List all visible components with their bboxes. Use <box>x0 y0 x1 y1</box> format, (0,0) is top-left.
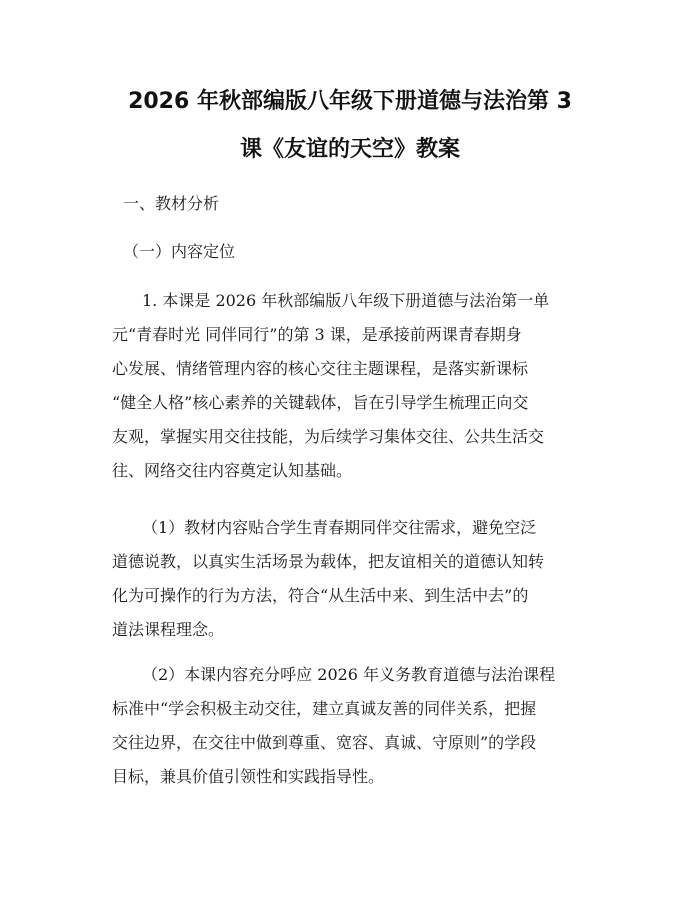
paragraph-1-line: 友观，掌握实用交往技能，为后续学习集体交往、公共生活交 <box>112 427 545 446</box>
paragraph-2-line: 道德说教，以真实生活场景为载体，把友谊相关的道德认知转 <box>112 552 545 571</box>
paragraph-1-line: 元“青春时光 同伴同行”的第 3 课，是承接前两课青春期身 <box>112 325 522 344</box>
paragraph-2 <box>112 511 588 647</box>
paragraph-3-line: （2）本课内容充分呼应 2026 年义务教育道德与法治课程 <box>142 665 556 684</box>
paragraph-1-line: 1. 本课是 2026 年秋部编版八年级下册道德与法治第一单 <box>142 291 550 310</box>
subsection-heading-content-positioning: （一）内容定位 <box>123 242 236 261</box>
paragraph-3 <box>112 658 588 794</box>
paragraph-1-line: “健全人格”核心素养的关键载体，旨在引导学生梳理正向交 <box>112 393 529 412</box>
section-heading-textbook-analysis: 一、教材分析 <box>123 194 220 213</box>
paragraph-3-line: 交往边界，在交往中做到尊重、宽容、真诚、守原则”的学段 <box>112 733 537 752</box>
paragraph-2-line: （1）教材内容贴合学生青春期同伴交往需求，避免空泛 <box>142 518 537 537</box>
document-title-line-1: 2026 年秋部编版八年级下册道德与法治第 3 <box>128 89 572 114</box>
paragraph-3-line: 标准中“学会积极主动交往，建立真诚友善的同伴关系，把握 <box>112 699 537 718</box>
paragraph-2-line: 道法课程理念。 <box>112 620 225 639</box>
paragraph-1-line: 往、网络交往内容奠定认知基础。 <box>112 461 353 480</box>
paragraph-1-line: 心发展、情绪管理内容的核心交往主题课程，是落实新课标 <box>112 359 529 378</box>
paragraph-1 <box>112 284 588 488</box>
paragraph-3-line: 目标，兼具价值引领性和实践指导性。 <box>112 767 385 786</box>
document-title-line-2: 课《友谊的天空》教案 <box>239 137 460 162</box>
paragraph-2-line: 化为可操作的行为方法，符合“从生活中来、到生活中去”的 <box>112 586 529 605</box>
